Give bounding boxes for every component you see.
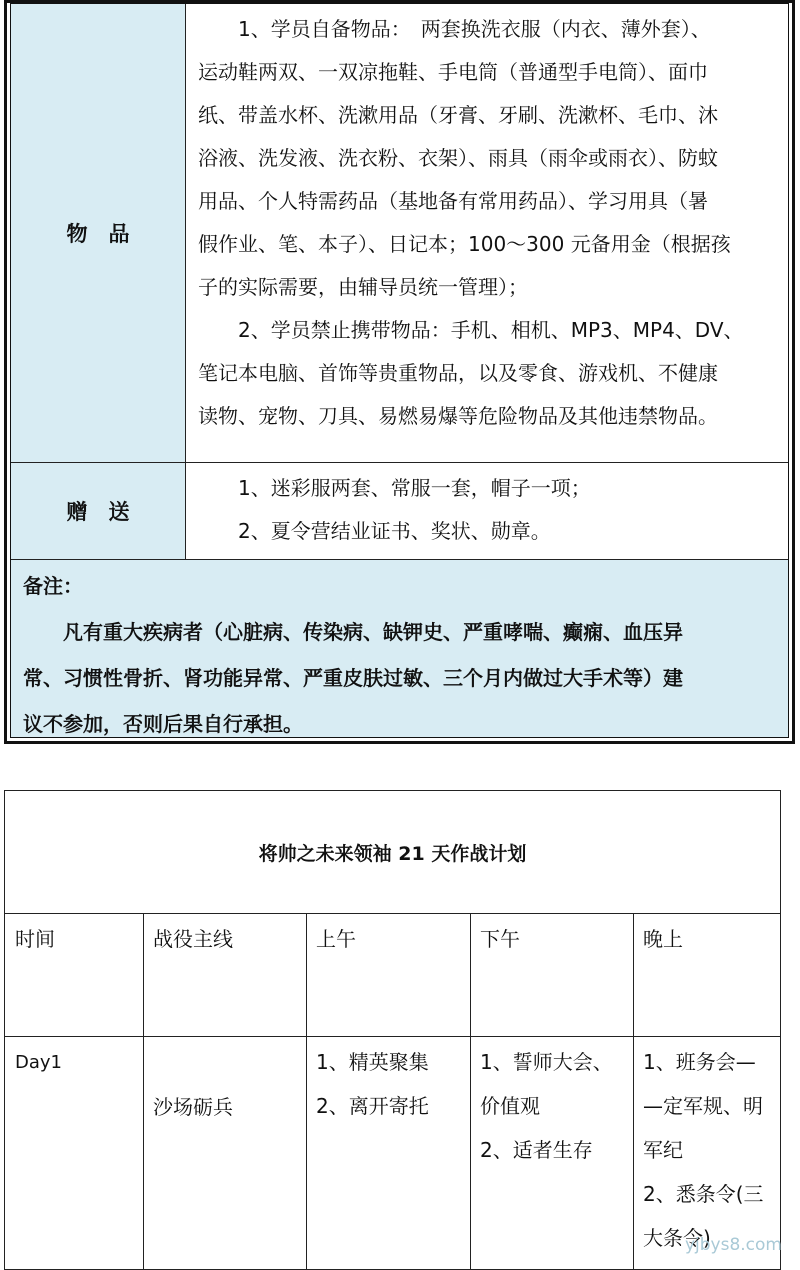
day1-afternoon-line: 价值观 bbox=[480, 1094, 540, 1118]
day1-evening-line: 大条令) bbox=[643, 1226, 711, 1250]
items-line: 2、学员禁止携带物品：手机、相机、MP3、MP4、DV、 bbox=[198, 318, 744, 342]
notes-heading: 备注： bbox=[23, 574, 83, 598]
items-line: 纸、带盖水杯、洗漱用品（牙膏、牙刷、洗漱杯、毛巾、沐 bbox=[198, 103, 718, 127]
header-morning: 上午 bbox=[316, 927, 356, 951]
items-content bbox=[186, 4, 788, 463]
day1-evening-line: 2、悉条令(三 bbox=[643, 1182, 764, 1206]
header-time: 时间 bbox=[15, 927, 55, 951]
gifts-content bbox=[186, 463, 788, 560]
day1-evening-line: 1、班务会— bbox=[643, 1050, 756, 1074]
items-line: 运动鞋两双、一双凉拖鞋、手电筒（普通型手电筒）、面巾 bbox=[198, 60, 708, 84]
day1-evening bbox=[643, 1040, 764, 1260]
notes-line: 议不参加，否则后果自行承担。 bbox=[23, 712, 303, 736]
header-mainline: 战役主线 bbox=[153, 927, 233, 951]
supplies-table-inner bbox=[10, 3, 789, 738]
column-divider bbox=[143, 913, 144, 1269]
gifts-line: 1、迷彩服两套、常服一套，帽子一项； bbox=[198, 476, 591, 500]
watermark: yjbys8.com bbox=[684, 1235, 782, 1255]
notes-section bbox=[11, 560, 788, 737]
items-line: 浴液、洗发液、洗衣粉、衣架）、雨具（雨伞或雨衣）、防蚊 bbox=[198, 146, 718, 170]
header-afternoon: 下午 bbox=[480, 927, 520, 951]
day1-mainline: 沙场砺兵 bbox=[153, 1095, 233, 1119]
day1-time: Day1 bbox=[15, 1052, 62, 1073]
notes-line: 凡有重大疾病者（心脏病、传染病、缺钾史、严重哮喘、癫痫、血压异 bbox=[23, 620, 683, 644]
battle-plan-table bbox=[4, 790, 781, 1270]
plan-title: 将帅之未来领袖 21 天作战计划 bbox=[5, 791, 780, 914]
day1-afternoon bbox=[480, 1040, 613, 1172]
items-line: 子的实际需要，由辅导员统一管理）； bbox=[198, 275, 528, 299]
items-line: 读物、宠物、刀具、易燃易爆等危险物品及其他违禁物品。 bbox=[198, 404, 718, 428]
day1-afternoon-line: 1、誓师大会、 bbox=[480, 1050, 613, 1074]
column-divider bbox=[306, 913, 307, 1269]
items-label bbox=[11, 4, 186, 463]
day1-morning-line: 2、离开寄托 bbox=[316, 1094, 429, 1118]
gifts-label-text: 赠 送 bbox=[66, 500, 130, 524]
items-line: 假作业、笔、本子）、日记本；100～300 元备用金（根据孩 bbox=[198, 232, 731, 256]
column-divider bbox=[470, 913, 471, 1269]
day1-morning bbox=[316, 1040, 429, 1128]
day1-morning-line: 1、精英聚集 bbox=[316, 1050, 429, 1074]
day1-evening-line: 军纪 bbox=[643, 1138, 683, 1162]
gifts-label bbox=[11, 463, 186, 560]
supplies-table bbox=[4, 0, 795, 744]
items-line: 1、学员自备物品： 两套换洗衣服（内衣、薄外套）、 bbox=[198, 17, 711, 41]
header-evening: 晚上 bbox=[643, 927, 683, 951]
items-label-text: 物 品 bbox=[66, 222, 130, 246]
row-divider bbox=[5, 1036, 780, 1037]
notes-line: 常、习惯性骨折、肾功能异常、严重皮肤过敏、三个月内做过大手术等）建 bbox=[23, 666, 683, 690]
items-line: 笔记本电脑、首饰等贵重物品，以及零食、游戏机、不健康 bbox=[198, 361, 718, 385]
column-divider bbox=[633, 913, 634, 1269]
day1-evening-line: —定军规、明 bbox=[643, 1094, 763, 1118]
day1-afternoon-line: 2、适者生存 bbox=[480, 1138, 593, 1162]
items-line: 用品、个人特需药品（基地备有常用药品）、学习用具（暑 bbox=[198, 189, 708, 213]
gifts-line: 2、夏令营结业证书、奖状、勋章。 bbox=[198, 519, 551, 543]
